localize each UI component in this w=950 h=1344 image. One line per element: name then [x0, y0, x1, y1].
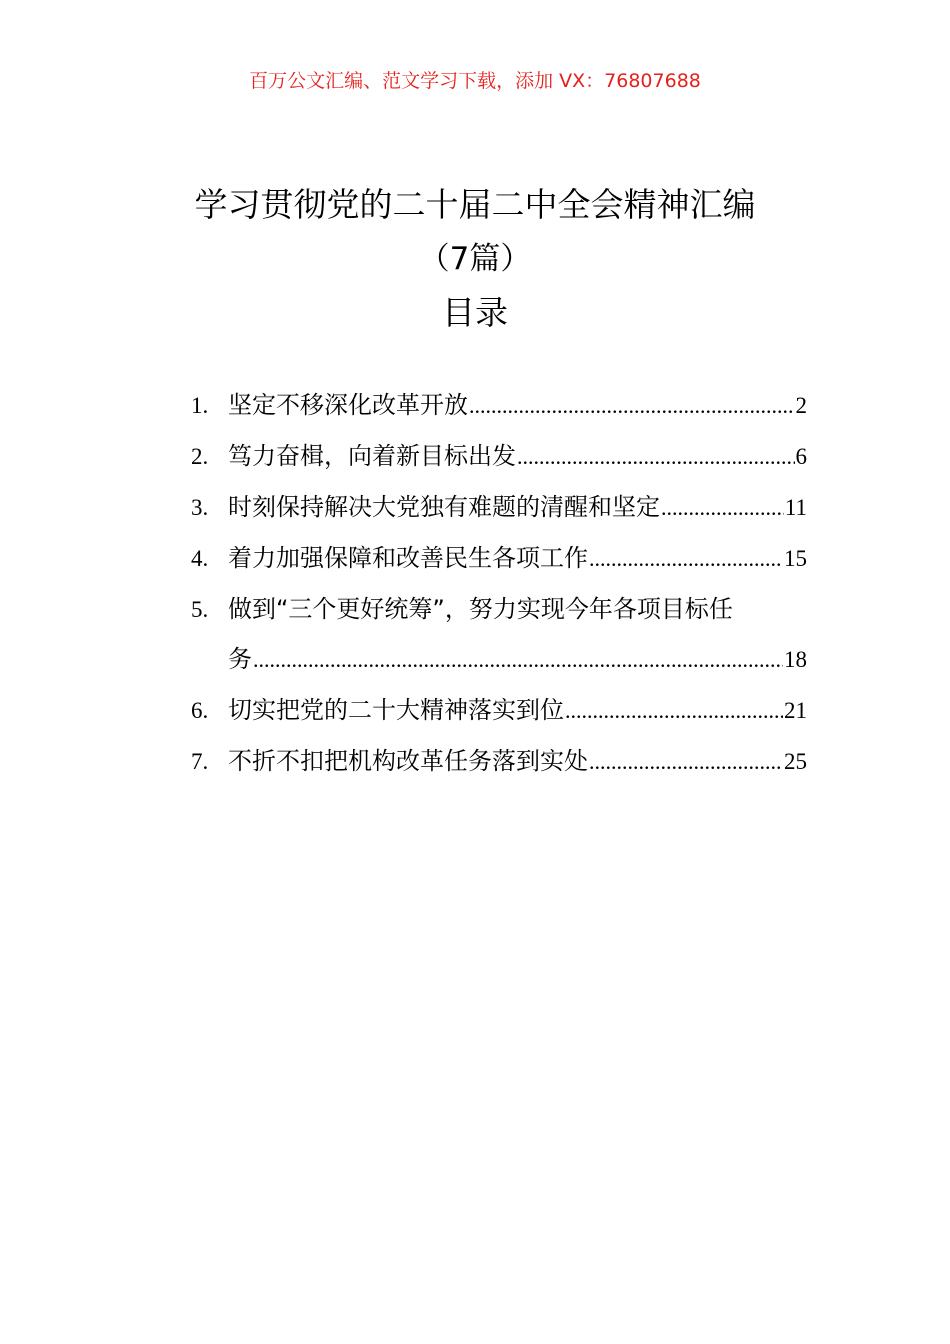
toc-entry-page: 2	[795, 393, 807, 418]
toc-entry-title: 着力加强保障和改善民生各项工作	[228, 544, 588, 572]
toc-entry-page: 15	[784, 546, 807, 571]
toc-dot-leader	[469, 381, 795, 431]
toc-entry-4[interactable]	[191, 533, 807, 584]
toc-entry-title: 坚定不移深化改革开放	[228, 391, 468, 419]
toc-heading: 目录	[442, 293, 508, 332]
title-count: （7篇）	[418, 241, 532, 277]
toc-entry-page: 11	[784, 495, 807, 520]
toc-dot-leader	[589, 737, 783, 787]
toc-entry-number: 6.	[191, 698, 209, 723]
toc-entry-title: 切实把党的二十大精神落实到位	[228, 696, 564, 724]
toc-entry-page: 18	[784, 647, 807, 672]
header-note: 百万公文汇编、范文学习下载，添加 VX：76807688	[249, 70, 701, 92]
toc-entry-page: 6	[795, 444, 807, 469]
toc-entry-number: 5.	[191, 597, 209, 622]
toc-dot-leader	[589, 534, 783, 584]
toc-entry-2[interactable]	[191, 431, 807, 482]
toc-dot-leader	[253, 635, 783, 685]
toc-entry-title: 时刻保持解决大党独有难题的清醒和坚定	[228, 493, 660, 521]
toc-entry-title: 做到“三个更好统筹”，努力实现今年各项目标任	[228, 595, 733, 623]
toc-dot-leader	[661, 483, 784, 533]
toc-entry-number: 7.	[191, 749, 209, 774]
toc-entry-number: 4.	[191, 546, 209, 571]
toc-entry-number: 3.	[191, 495, 209, 520]
toc-entry-number: 1.	[191, 393, 209, 418]
toc-entry-1[interactable]	[191, 380, 807, 431]
toc-entry-number: 2.	[191, 444, 209, 469]
title-main: 学习贯彻党的二十届二中全会精神汇编	[194, 185, 756, 224]
toc-entry-title-continued: 务	[228, 645, 252, 673]
toc-entry-5[interactable]	[191, 584, 807, 685]
document-title	[0, 178, 950, 340]
toc-dot-leader	[517, 432, 795, 482]
toc-entry-title: 不折不扣把机构改革任务落到实处	[228, 747, 588, 775]
toc-entry-3[interactable]	[191, 482, 807, 533]
toc-entry-page: 21	[784, 698, 807, 723]
toc-entry-title: 笃力奋楫，向着新目标出发	[228, 442, 516, 470]
toc-dot-leader	[565, 686, 783, 736]
table-of-contents	[191, 380, 807, 787]
toc-entry-page: 25	[784, 749, 807, 774]
toc-entry-7[interactable]	[191, 736, 807, 787]
toc-entry-6[interactable]	[191, 685, 807, 736]
